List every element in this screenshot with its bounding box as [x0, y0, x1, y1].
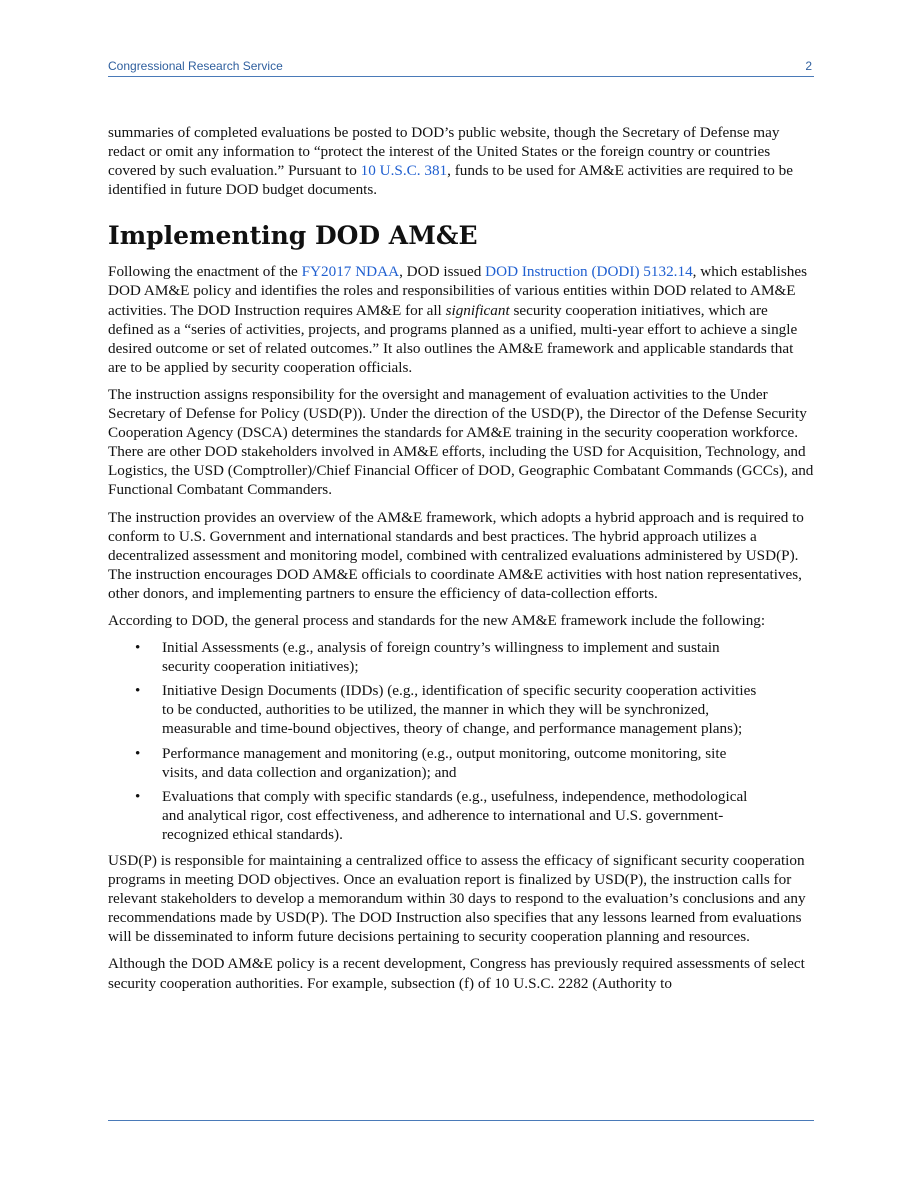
framework-list [108, 638, 814, 844]
header-source: Congressional Research Service [108, 59, 283, 73]
paragraph-framework: The instruction provides an overview of the AM&E framework, which adopts a hybrid approach and is required to conform to U.S. Government and international standards and best practices. The hybrid approach utilizes a decentralized assessment and monitoring model, combined with centralized evaluations administered by USD(P). The instruction encourages DOD AM&E officials to coordinate AM&E activities with host nation representatives, other donors, and implementing partners to ensure the efficiency of data-collection efforts. [108, 508, 804, 602]
list-item: • Initiative Design Documents (IDDs) (e.g., identification of specific security cooperation activities to be conducted, authorities to be utilized, the manner in which they will be synchronized, measurable and time-bound objectives, theory of change, and performance management plans); [135, 682, 757, 738]
bullet-icon: • [135, 682, 141, 700]
link-dodi-5132-14[interactable]: DOD Instruction (DODI) 5132.14 [485, 263, 693, 281]
footer-divider [108, 1120, 814, 1121]
bullet-icon: • [135, 787, 141, 805]
section-heading: Implementing DOD AM&E [108, 221, 478, 251]
list-item: • Performance management and monitoring (e.g., output monitoring, outcome monitoring, site visits, and data collection and organization); and [135, 744, 727, 781]
link-10-usc-381[interactable]: 10 U.S.C. 381 [360, 162, 448, 180]
bullet-icon: • [135, 639, 141, 657]
paragraph-congress: Although the DOD AM&E policy is a recent development, Congress has previously required assessments of select security cooperation authorities. For example, subsection (f) of 10 U.S.C. 2282 (Authority to [108, 955, 805, 992]
bullet-icon: • [135, 744, 141, 762]
paragraph-continuation: summaries of completed evaluations be posted to DOD’s public website, though the Secretary of Defense may redact or omit any information to “protect the interest of the United States or the foreign country or countries covered by such evaluation.” Pursuant to 10 U.S.C. 381, funds to be used for AM&E activities are required to be identified in future DOD budget documents. [108, 124, 793, 199]
document-body [108, 123, 814, 1001]
paragraph-usdp-office: USD(P) is responsible for maintaining a centralized office to assess the efficacy of significant security cooperation programs in meeting DOD objectives. Once an evaluation report is finalized by USD(P), the instruction calls for relevant stakeholders to develop a memorandum within 30 days to respond to the evaluation’s conclusions and any recommendations made by USD(P). The DOD Instruction also specifies that any lessons learned from evaluations will be disseminated to inform future decisions pertaining to security cooperation planning and resources. [108, 852, 806, 946]
paragraph-process-intro: According to DOD, the general process and standards for the new AM&E framework include the following: [108, 611, 766, 629]
link-fy2017-ndaa[interactable]: FY2017 NDAA [301, 263, 400, 281]
list-item: • Initial Assessments (e.g., analysis of foreign country’s willingness to implement and sustain security cooperation initiatives); [135, 639, 720, 676]
list-item: • Evaluations that comply with specific standards (e.g., usefulness, independence, methodological and analytical rigor, cost effectiveness, and adherence to international and U.S. government-recognized ethical standards). [135, 787, 748, 843]
page-header [108, 58, 814, 77]
page-number: 2 [805, 59, 812, 73]
paragraph-responsibility: The instruction assigns responsibility for the oversight and management of evaluation activities to the Under Secretary of Defense for Policy (USD(P)). Under the direction of the USD(P), the Director of the Defense Security Cooperation Agency (DSCA) determines the standards for AM&E training in the security cooperation workforce. There are other DOD stakeholders involved in AM&E efforts, including the USD for Acquisition, Technology, and Logistics, the USD (Comptroller)/Chief Financial Officer of DOD, Geographic Combatant Commands (GCCs), and Functional Combatant Commanders. [108, 385, 814, 499]
paragraph-enactment: Following the enactment of the FY2017 NDAA, DOD issued DOD Instruction (DODI) 5132.14, which establishes DOD AM&E policy and identifies the roles and responsibilities of various entities within DOD related to AM&E activities. The DOD Instruction requires AM&E for all significant security cooperation initiatives, which are defined as a “series of activities, projects, and programs planned as a unified, multi-year effort to achieve a single desired outcome or set of related outcomes.” It also outlines the AM&E framework and applicable standards that are to be applied by security cooperation officials. [108, 263, 807, 376]
